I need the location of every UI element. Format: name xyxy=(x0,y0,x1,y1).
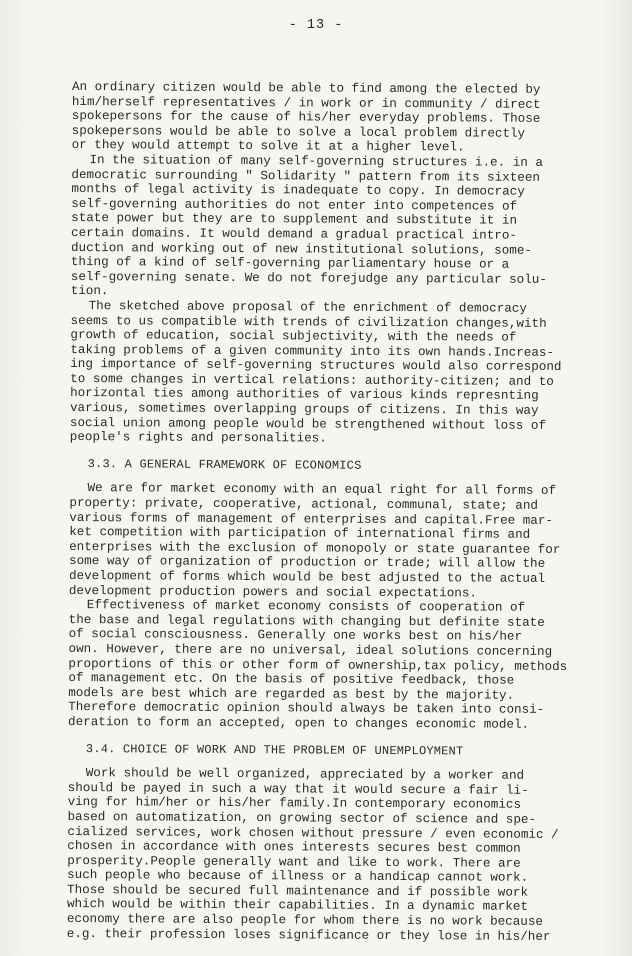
text-line: ket competition with participation of international firms and xyxy=(69,525,531,543)
text-line: enterprises with the exclusion of monopoly or state guarantee for xyxy=(69,539,561,557)
text-line: social union among people would be strengthened without loss of xyxy=(69,415,547,433)
text-line: prosperity.People generally want and like to work. There are xyxy=(67,853,521,871)
text-line: cialized services, work chosen without pressure / even economic / xyxy=(67,824,559,842)
text-line: to some changes in vertical relations: authority-citizen; and to xyxy=(70,371,554,389)
text-line: state power but they are to supplement and substitute it in xyxy=(71,211,518,229)
text-line: of management etc. On the basis of positive feedback, those xyxy=(68,671,515,688)
intro-text xyxy=(70,80,617,448)
text-line: ing importance of self-governing structures would also correspond xyxy=(70,357,562,375)
paragraph xyxy=(68,598,614,733)
text-line: e.g. their profession loses significance or they lose in his/her xyxy=(66,926,551,944)
paragraph xyxy=(67,766,613,944)
text-line: property: private, cooperative, actional, communal, state; and xyxy=(69,496,539,513)
text-line: models are best which are regarded as best by the majority. xyxy=(68,685,515,703)
text-line: development of forms which would be best adjusted to the actual xyxy=(68,568,546,586)
text-line: Effectiveness of market economy consists of cooperation of xyxy=(86,598,526,615)
text-line: spokepersons would be able to solve a local problem directly xyxy=(71,123,526,141)
text-line: duction and working out of new institutional solutions, some- xyxy=(70,240,533,258)
paragraph xyxy=(72,80,617,156)
text-line: based on automatization, on growing sector of science and spe- xyxy=(67,809,537,827)
text-line: thing of a kind of self-governing parliamentary house or a xyxy=(70,255,510,272)
text-line: An ordinary citizen would be able to find among the elected by xyxy=(71,80,541,97)
text-line: The sketched above proposal of the enrichment of democracy xyxy=(88,299,527,316)
text-line: proportions of this or other form of ownership,tax policy, methods xyxy=(68,656,568,674)
text-line: which would be within their capabilities. In a dynamic market xyxy=(66,897,529,915)
text-line: such people who because of illness or a handicap cannot work. xyxy=(67,868,529,886)
text-line: democratic surrounding " Solidarity " pattern from its sixteen xyxy=(71,167,541,185)
text-line: own. However, there are no universal, ideal solutions concerning xyxy=(68,641,553,659)
text-line: of social consciousness. Generally one works best on his/her xyxy=(68,627,523,645)
paragraph xyxy=(70,299,616,448)
text-line: deration to form an accepted, open to changes economic model. xyxy=(68,714,530,732)
work-text xyxy=(67,766,613,944)
text-line: horizontal ties among authorities of various kinds represnting xyxy=(70,386,539,404)
section-heading-economics: 3.3. A GENERAL FRAMEWORK OF ECONOMICS xyxy=(87,456,362,473)
text-line: We are for market economy with an equal right for all forms of xyxy=(87,481,557,499)
section-heading-work: 3.4. CHOICE OF WORK AND THE PROBLEM OF UNEMPLOYMENT xyxy=(85,741,464,758)
document-body xyxy=(67,80,617,945)
text-line: the base and legal regulations with changing but definite state xyxy=(68,612,545,630)
text-line: In the situation of many self-governing structures i.e. in a xyxy=(89,153,543,170)
page-number: - 13 - xyxy=(288,18,344,33)
text-line: economy there are also people for whom there is no work because xyxy=(66,912,544,929)
text-line: him/herself representatives / in work or in community / direct xyxy=(71,94,541,112)
text-line: self-governing senate. We do not forejudge any particular solu- xyxy=(70,269,547,287)
text-line: various forms of management of enterprises and capital.Free mar- xyxy=(69,510,554,528)
text-line: spokepersons for the cause of his/her everyday problems. Those xyxy=(71,109,541,127)
text-line: some way of organization of production or trade; will allow the xyxy=(69,554,546,572)
text-line: or they would attempt to solve it at a higher level. xyxy=(71,138,465,155)
text-line: months of legal activity is inadequate to copy. In democracy xyxy=(71,182,525,199)
text-line: certain domains. It would demand a gradual practical intro- xyxy=(71,225,518,243)
text-line: ving for him/her or his/her family.In contemporary economics xyxy=(67,795,522,813)
text-line: growth of education, social subjectivity, with the needs of xyxy=(70,328,517,345)
text-line: Those should be secured full maintenance and if possible work xyxy=(67,882,529,900)
text-line: people's rights and personalities. xyxy=(69,430,327,446)
text-line: Therefore democratic opinion should always be taken into consi- xyxy=(68,700,545,718)
text-line: various, sometimes overlapping groups of citizens. In this way xyxy=(69,401,539,418)
paragraph xyxy=(69,481,615,601)
economics-text xyxy=(68,481,615,732)
text-line: tion. xyxy=(70,284,109,299)
text-line: development production powers and social expectations. xyxy=(68,583,478,601)
text-line: seems to us compatible with trends of civilization changes,with xyxy=(70,313,547,331)
text-line: should be payed in such a way that it would secure a fair li- xyxy=(67,780,529,798)
paragraph xyxy=(71,153,617,302)
text-line: self-governing authorities do not enter into competences of xyxy=(71,196,518,214)
text-line: Work should be well organized, appreciated by a worker and xyxy=(85,766,525,783)
text-line: taking problems of a given community into its own hands.Increas- xyxy=(70,342,555,360)
text-line: chosen in accordance with ones interests secures best common xyxy=(67,839,521,856)
